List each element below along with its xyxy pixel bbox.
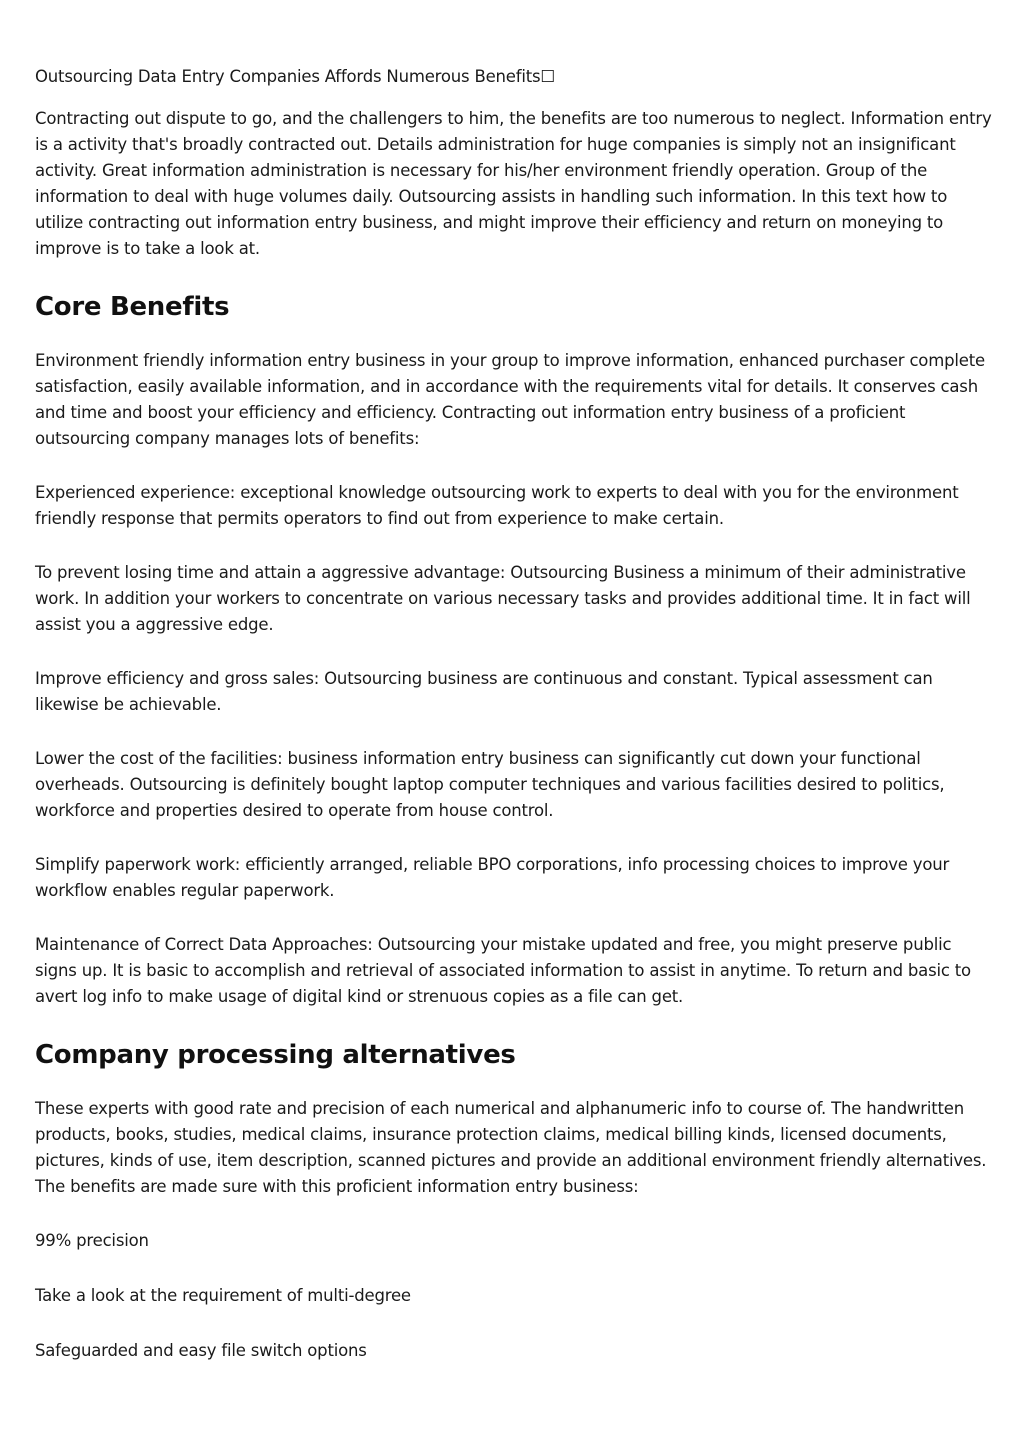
paragraph: Lower the cost of the facilities: business information entry business can significantly cut down your functional overheads. Outsourcing is definitely bought laptop computer techniques and various facilities desired to politics, workforce and properties desired to operate from house control. bbox=[35, 749, 945, 820]
paragraph: Environment friendly information entry business in your group to improve information, enhanced purchaser complete satisfaction, easily available information, and in accordance with the requirements vital for details. It conserves cash and time and boost your efficiency and efficiency. Contracting out information entry business of a proficient outsourcing company manages lots of benefits: bbox=[35, 351, 985, 448]
list-item: 99% precision bbox=[35, 1231, 149, 1250]
list-item: Safeguarded and easy file switch options bbox=[35, 1341, 367, 1360]
list-item: Take a look at the requirement of multi-degree bbox=[35, 1286, 411, 1305]
paragraph: Maintenance of Correct Data Approaches: Outsourcing your mistake updated and free, you might preserve public signs up. It is basic to accomplish and retrieval of associated information to assist in anytime. To return and basic to avert log info to make usage of digital kind or strenuous copies as a file can get. bbox=[35, 935, 971, 1006]
intro-title: Outsourcing Data Entry Companies Affords Numerous Benefits☐ bbox=[35, 67, 556, 86]
document-body bbox=[35, 64, 995, 1393]
section-heading-company-processing: Company processing alternatives bbox=[35, 1040, 516, 1070]
paragraph: These experts with good rate and precision of each numerical and alphanumeric info to course of. The handwritten products, books, studies, medical claims, insurance protection claims, medical billing kinds, licensed documents, pictures, kinds of use, item description, scanned pictures and provide an additional environment friendly alternatives. The benefits are made sure with this proficient information entry business: bbox=[35, 1099, 987, 1196]
section-heading-core-benefits: Core Benefits bbox=[35, 292, 230, 322]
intro-paragraph: Contracting out dispute to go, and the challengers to him, the benefits are too numerous to neglect. Information entry is a activity that's broadly contracted out. Details administration for huge companies is simply not an insignificant activity. Great information administration is necessary for his/her environment friendly operation. Group of the information to deal with huge volumes daily. Outsourcing assists in handling such information. In this text how to utilize contracting out information entry business, and might improve their efficiency and return on moneying to improve is to take a look at. bbox=[35, 109, 992, 258]
paragraph: Experienced experience: exceptional knowledge outsourcing work to experts to deal with you for the environment friendly response that permits operators to find out from experience to make certain. bbox=[35, 483, 959, 528]
paragraph: Improve efficiency and gross sales: Outsourcing business are continuous and constant. Typical assessment can likewise be achievable. bbox=[35, 669, 933, 714]
paragraph: Simplify paperwork work: efficiently arranged, reliable BPO corporations, info processing choices to improve your workflow enables regular paperwork. bbox=[35, 855, 950, 900]
paragraph: To prevent losing time and attain a aggressive advantage: Outsourcing Business a minimum of their administrative work. In addition your workers to concentrate on various necessary tasks and provides additional time. It in fact will assist you a aggressive edge. bbox=[35, 563, 971, 634]
